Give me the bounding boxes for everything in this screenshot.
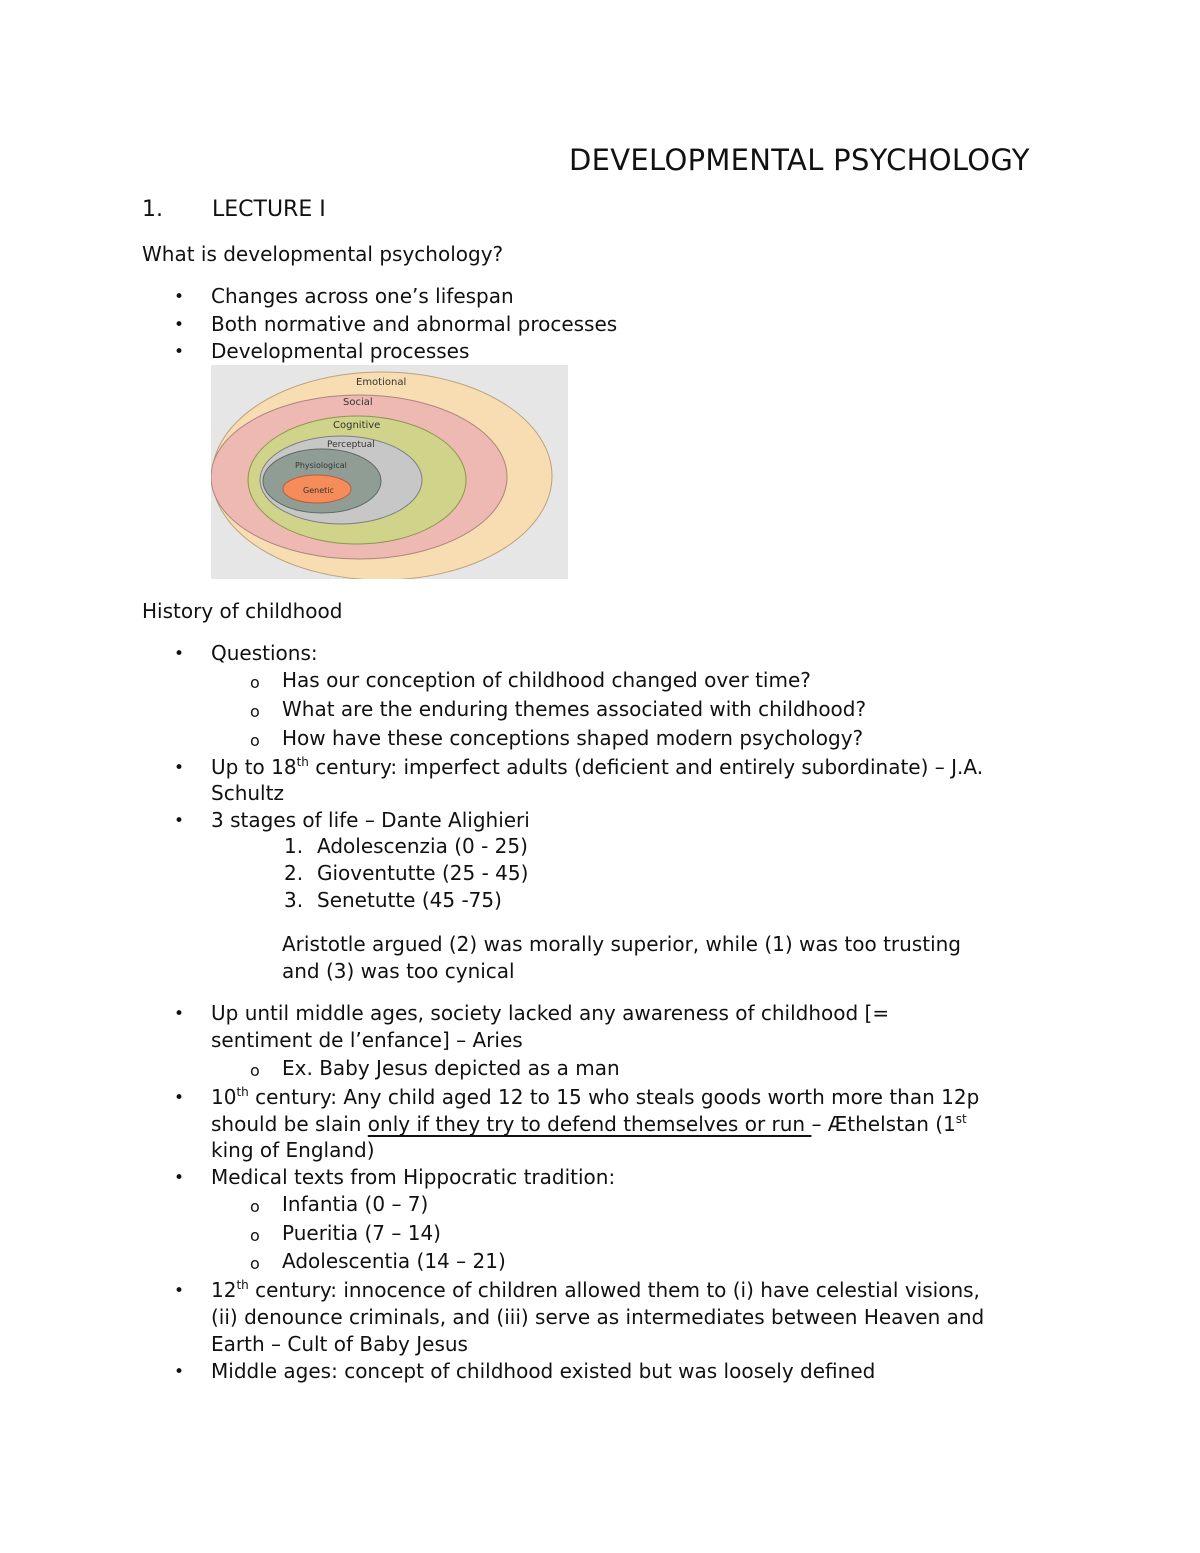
- list-item: Up until middle ages, society lacked any awareness of childhood [=: [211, 1001, 890, 1025]
- list-item: Changes across one’s lifespan: [211, 284, 514, 308]
- sub-list-item: Adolescentia (14 – 21): [282, 1249, 506, 1273]
- bullet-icon: •: [174, 1088, 185, 1108]
- label-physiological: Physiological: [295, 461, 347, 470]
- list-item-continuation: king of England): [211, 1138, 375, 1162]
- list-item: 10th century: Any child aged 12 to 15 who steals goods worth more than 12p: [211, 1085, 980, 1109]
- bullet-icon: •: [174, 644, 185, 664]
- sub-bullet-icon: o: [250, 673, 260, 692]
- aristotle-note: Aristotle argued (2) was morally superior, while (1) was too trusting: [282, 932, 961, 956]
- sub-list-item: Has our conception of childhood changed over time?: [282, 668, 811, 692]
- sub-bullet-icon: o: [250, 1061, 260, 1080]
- bullet-icon: •: [174, 811, 185, 831]
- bullet-icon: •: [174, 758, 185, 778]
- list-item-continuation: (ii) denounce criminals, and (iii) serve as intermediates between Heaven and: [211, 1305, 985, 1329]
- bullet-icon: •: [174, 1281, 185, 1301]
- list-item-continuation: should be slain only if they try to defend themselves or run – Æthelstan (1st: [211, 1112, 967, 1136]
- list-item: Questions:: [211, 641, 318, 665]
- list-item: Medical texts from Hippocratic tradition:: [211, 1165, 616, 1189]
- label-emotional: Emotional: [356, 377, 407, 388]
- sub-list-item: Infantia (0 – 7): [282, 1192, 429, 1216]
- stage-item: Gioventutte (25 - 45): [317, 861, 529, 885]
- stage-item: Adolescenzia (0 - 25): [317, 834, 528, 858]
- section-heading: History of childhood: [142, 599, 343, 623]
- list-item: Both normative and abnormal processes: [211, 312, 618, 336]
- underlined-text: only if they try to defend themselves or run: [367, 1112, 812, 1136]
- label-cognitive: Cognitive: [333, 420, 381, 431]
- label-genetic: Genetic: [303, 486, 334, 495]
- bullet-icon: •: [174, 1004, 185, 1024]
- stage-number: 3.: [284, 888, 304, 912]
- stage-item: Senetutte (45 -75): [317, 888, 502, 912]
- sub-bullet-icon: o: [250, 1226, 260, 1245]
- sub-list-item: What are the enduring themes associated with childhood?: [282, 697, 867, 721]
- aristotle-note-continuation: and (3) was too cynical: [282, 959, 515, 983]
- list-item: Up to 18th century: imperfect adults (deficient and entirely subordinate) – J.A.: [211, 755, 984, 779]
- list-item-continuation: sentiment de l’enfance] – Aries: [211, 1028, 523, 1052]
- sub-bullet-icon: o: [250, 1197, 260, 1216]
- bullet-icon: •: [174, 315, 185, 335]
- question-heading: What is developmental psychology?: [142, 242, 504, 266]
- list-item-continuation: Schultz: [211, 781, 284, 805]
- label-social: Social: [343, 397, 373, 408]
- page-title: DEVELOPMENTAL PSYCHOLOGY: [569, 143, 1030, 177]
- stage-number: 2.: [284, 861, 304, 885]
- label-perceptual: Perceptual: [327, 440, 375, 450]
- lecture-number: 1.: [142, 197, 163, 222]
- bullet-icon: •: [174, 342, 185, 362]
- lecture-heading: LECTURE I: [212, 197, 326, 222]
- sub-bullet-icon: o: [250, 1254, 260, 1273]
- bullet-icon: •: [174, 1168, 185, 1188]
- sub-list-item: How have these conceptions shaped modern psychology?: [282, 726, 864, 750]
- list-item: Developmental processes: [211, 339, 470, 363]
- sub-list-item: Ex. Baby Jesus depicted as a man: [282, 1056, 620, 1080]
- list-item: 12th century: innocence of children allowed them to (i) have celestial visions,: [211, 1278, 980, 1302]
- stage-number: 1.: [284, 834, 304, 858]
- list-item: Middle ages: concept of childhood existed but was loosely defined: [211, 1359, 876, 1383]
- sub-bullet-icon: o: [250, 702, 260, 721]
- bullet-icon: •: [174, 1362, 185, 1382]
- sub-list-item: Pueritia (7 – 14): [282, 1221, 441, 1245]
- developmental-layers-diagram: [211, 365, 568, 579]
- list-item: 3 stages of life – Dante Alighieri: [211, 808, 530, 832]
- bullet-icon: •: [174, 287, 185, 307]
- sub-bullet-icon: o: [250, 731, 260, 750]
- list-item-continuation: Earth – Cult of Baby Jesus: [211, 1332, 468, 1356]
